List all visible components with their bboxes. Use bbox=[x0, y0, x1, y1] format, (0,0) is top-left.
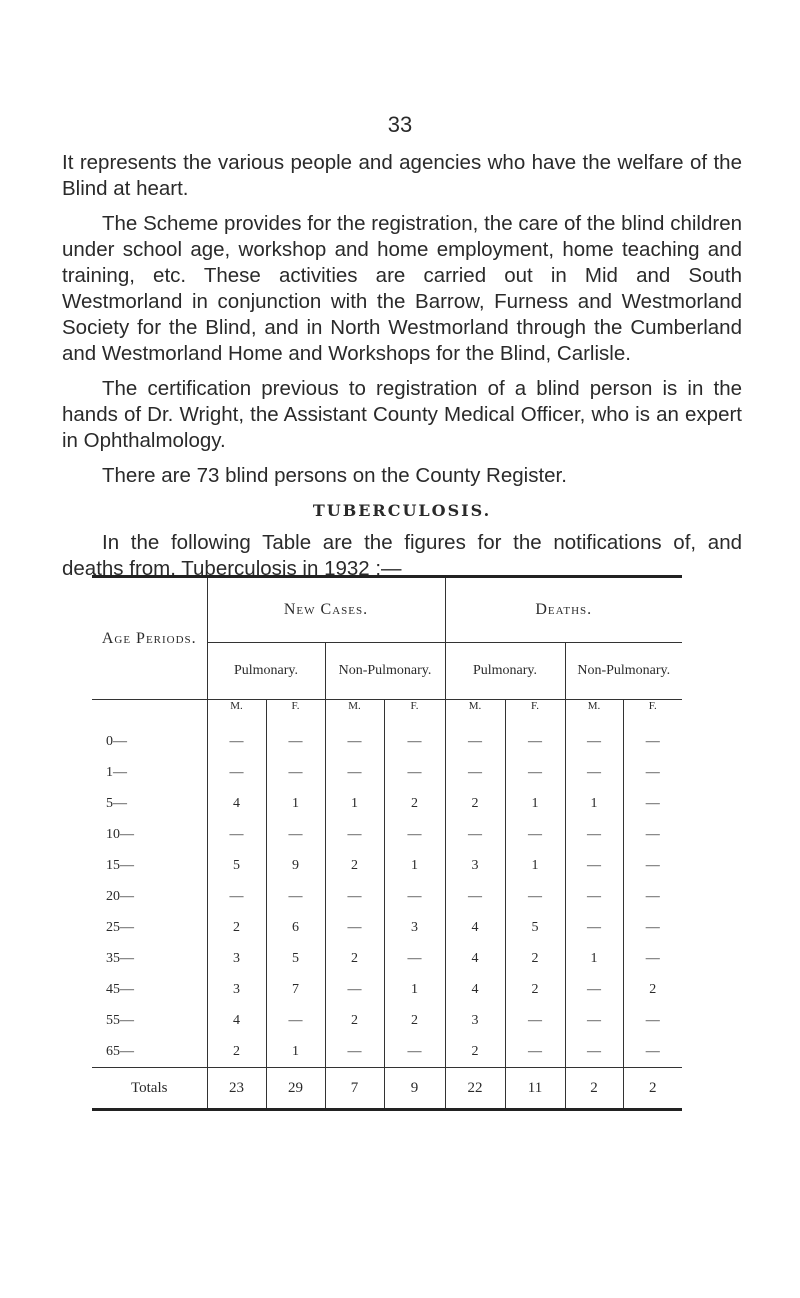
age-periods-header: Age Periods. bbox=[92, 577, 207, 700]
value-cell: 3 bbox=[384, 912, 445, 943]
female-header: F. bbox=[384, 700, 445, 727]
value-cell: — bbox=[565, 726, 623, 757]
table-row bbox=[92, 788, 682, 819]
value-cell: — bbox=[505, 757, 565, 788]
table-row bbox=[92, 1036, 682, 1068]
total-cell: 9 bbox=[384, 1068, 445, 1110]
total-cell: 2 bbox=[623, 1068, 682, 1110]
value-cell: — bbox=[384, 1036, 445, 1068]
new-non-pulmonary-header: Non-Pulmonary. bbox=[325, 643, 445, 700]
value-cell: 5 bbox=[266, 943, 325, 974]
new-cases-header: New Cases. bbox=[207, 577, 445, 643]
value-cell: 2 bbox=[445, 788, 505, 819]
value-cell: 1 bbox=[505, 850, 565, 881]
value-cell: 2 bbox=[325, 1005, 384, 1036]
value-cell: 4 bbox=[207, 1005, 266, 1036]
value-cell: 9 bbox=[266, 850, 325, 881]
totals-label: Totals bbox=[92, 1068, 207, 1110]
age-period-cell: 25— bbox=[92, 912, 207, 943]
value-cell: — bbox=[645, 1012, 660, 1028]
value-cell: 2 bbox=[207, 912, 266, 943]
value-cell: 3 bbox=[207, 943, 266, 974]
male-header: M. bbox=[445, 700, 505, 727]
male-header: M. bbox=[325, 700, 384, 727]
new-pulmonary-header: Pulmonary. bbox=[207, 643, 325, 700]
male-header: M. bbox=[207, 700, 266, 727]
value-cell: — bbox=[645, 826, 660, 842]
value-cell: 5 bbox=[207, 850, 266, 881]
value-cell: — bbox=[505, 1036, 565, 1068]
value-cell: — bbox=[645, 857, 660, 873]
value-cell: — bbox=[505, 726, 565, 757]
value-cell: — bbox=[445, 726, 505, 757]
age-period-cell: 65— bbox=[92, 1036, 207, 1068]
value-cell: 4 bbox=[445, 974, 505, 1005]
value-cell: — bbox=[645, 888, 660, 904]
deaths-pulmonary-header: Pulmonary. bbox=[445, 643, 565, 700]
value-cell: 2 bbox=[325, 943, 384, 974]
value-cell: 2 bbox=[384, 1005, 445, 1036]
female-header: F. bbox=[266, 700, 325, 727]
table-row bbox=[92, 881, 682, 912]
paragraph: It represents the various people and agencies who have the welfare of the Blind at heart. bbox=[62, 151, 742, 200]
value-cell: — bbox=[207, 757, 266, 788]
value-cell: — bbox=[565, 757, 623, 788]
deaths-non-pulmonary-header: Non-Pulmonary. bbox=[565, 643, 682, 700]
value-cell: 2 bbox=[505, 974, 565, 1005]
age-period-cell: 20— bbox=[92, 881, 207, 912]
value-cell: — bbox=[325, 881, 384, 912]
deaths-header: Deaths. bbox=[445, 577, 682, 643]
total-cell: 22 bbox=[445, 1068, 505, 1110]
value-cell: — bbox=[325, 819, 384, 850]
paragraph: The certification previous to registration of a blind person is in the hands of Dr. Wright, the Assistant County Medical Officer, who is an expert in Ophthalmology. bbox=[62, 377, 742, 452]
value-cell: — bbox=[207, 819, 266, 850]
value-cell: — bbox=[266, 1005, 325, 1036]
value-cell: 3 bbox=[207, 974, 266, 1005]
total-cell: 7 bbox=[325, 1068, 384, 1110]
age-period-cell: 45— bbox=[92, 974, 207, 1005]
table-row bbox=[92, 912, 682, 943]
total-cell: 11 bbox=[505, 1068, 565, 1110]
value-cell: — bbox=[445, 881, 505, 912]
table-row bbox=[92, 850, 682, 881]
sex-header-row bbox=[92, 700, 682, 727]
value-cell: — bbox=[266, 881, 325, 912]
female-header: F. bbox=[648, 700, 657, 712]
value-cell: 1 bbox=[565, 788, 623, 819]
value-cell: — bbox=[384, 726, 445, 757]
value-cell: 1 bbox=[266, 1036, 325, 1068]
value-cell: 2 bbox=[384, 788, 445, 819]
value-cell: — bbox=[565, 1005, 623, 1036]
page-number: 33 bbox=[387, 112, 413, 137]
value-cell: 1 bbox=[325, 788, 384, 819]
value-cell: 1 bbox=[384, 974, 445, 1005]
value-cell: — bbox=[565, 819, 623, 850]
value-cell: 2 bbox=[325, 850, 384, 881]
paragraph: The Scheme provides for the registration, the care of the blind children under school age, workshop and home employment, home teaching and training, etc. These activities are carried out in Mid and South Westmorland in conjunction with the Barrow, Furness and Westmorland Society for the Blind, and in North Westmorland through the Cumberland and Westmorland Home and Workshops for the Blind, Carlisle. bbox=[62, 212, 742, 365]
value-cell: — bbox=[384, 881, 445, 912]
value-cell: 1 bbox=[565, 943, 623, 974]
value-cell: — bbox=[207, 881, 266, 912]
value-cell: — bbox=[445, 757, 505, 788]
table-row bbox=[92, 1005, 682, 1036]
age-period-cell: 5— bbox=[92, 788, 207, 819]
value-cell: — bbox=[266, 757, 325, 788]
tuberculosis-table bbox=[92, 575, 682, 1096]
value-cell: — bbox=[565, 974, 623, 1005]
value-cell: — bbox=[565, 1036, 623, 1068]
total-cell: 23 bbox=[207, 1068, 266, 1110]
value-cell: 4 bbox=[207, 788, 266, 819]
value-cell: — bbox=[565, 850, 623, 881]
value-cell: 2 bbox=[207, 1036, 266, 1068]
value-cell: — bbox=[565, 912, 623, 943]
value-cell: — bbox=[325, 726, 384, 757]
value-cell: 6 bbox=[266, 912, 325, 943]
value-cell: — bbox=[565, 881, 623, 912]
value-cell: 1 bbox=[505, 788, 565, 819]
body-text bbox=[62, 150, 742, 591]
value-cell: — bbox=[325, 912, 384, 943]
value-cell: 2 bbox=[505, 943, 565, 974]
value-cell: — bbox=[645, 764, 660, 780]
value-cell: — bbox=[645, 795, 660, 811]
value-cell: — bbox=[645, 919, 660, 935]
value-cell: — bbox=[645, 1043, 660, 1059]
age-period-cell: 1— bbox=[92, 757, 207, 788]
table-row bbox=[92, 819, 682, 850]
value-cell: 4 bbox=[445, 943, 505, 974]
value-cell: — bbox=[505, 881, 565, 912]
value-cell: — bbox=[384, 943, 445, 974]
value-cell: — bbox=[384, 757, 445, 788]
value-cell: — bbox=[266, 726, 325, 757]
value-cell: — bbox=[505, 1005, 565, 1036]
value-cell: 4 bbox=[445, 912, 505, 943]
table-intro: In the following Table are the figures for the notifications of, and deaths from, Tuberculosis in 1932 :— bbox=[62, 531, 742, 580]
total-cell: 29 bbox=[266, 1068, 325, 1110]
table-row bbox=[92, 726, 682, 757]
value-cell: — bbox=[384, 819, 445, 850]
value-cell: — bbox=[325, 974, 384, 1005]
value-cell: 3 bbox=[445, 1005, 505, 1036]
value-cell: — bbox=[645, 950, 660, 966]
section-heading: TUBERCULOSIS. bbox=[312, 501, 492, 520]
female-header: F. bbox=[505, 700, 565, 727]
age-period-cell: 0— bbox=[92, 726, 207, 757]
totals-row bbox=[92, 1068, 682, 1110]
value-cell: — bbox=[266, 819, 325, 850]
value-cell: — bbox=[325, 757, 384, 788]
value-cell: 2 bbox=[649, 981, 657, 997]
age-period-cell: 35— bbox=[92, 943, 207, 974]
table-row bbox=[92, 943, 682, 974]
male-header: M. bbox=[565, 700, 623, 727]
table-row bbox=[92, 757, 682, 788]
value-cell: 1 bbox=[384, 850, 445, 881]
value-cell: 1 bbox=[266, 788, 325, 819]
value-cell: — bbox=[645, 733, 660, 749]
value-cell: 2 bbox=[445, 1036, 505, 1068]
value-cell: 7 bbox=[266, 974, 325, 1005]
value-cell: — bbox=[445, 819, 505, 850]
age-period-cell: 55— bbox=[92, 1005, 207, 1036]
value-cell: 5 bbox=[505, 912, 565, 943]
value-cell: — bbox=[325, 1036, 384, 1068]
age-period-cell: 10— bbox=[92, 819, 207, 850]
age-period-cell: 15— bbox=[92, 850, 207, 881]
table-row bbox=[92, 974, 682, 1005]
total-cell: 2 bbox=[565, 1068, 623, 1110]
value-cell: 3 bbox=[445, 850, 505, 881]
paragraph: There are 73 blind persons on the County Register. bbox=[102, 464, 567, 487]
value-cell: — bbox=[505, 819, 565, 850]
value-cell: — bbox=[207, 726, 266, 757]
